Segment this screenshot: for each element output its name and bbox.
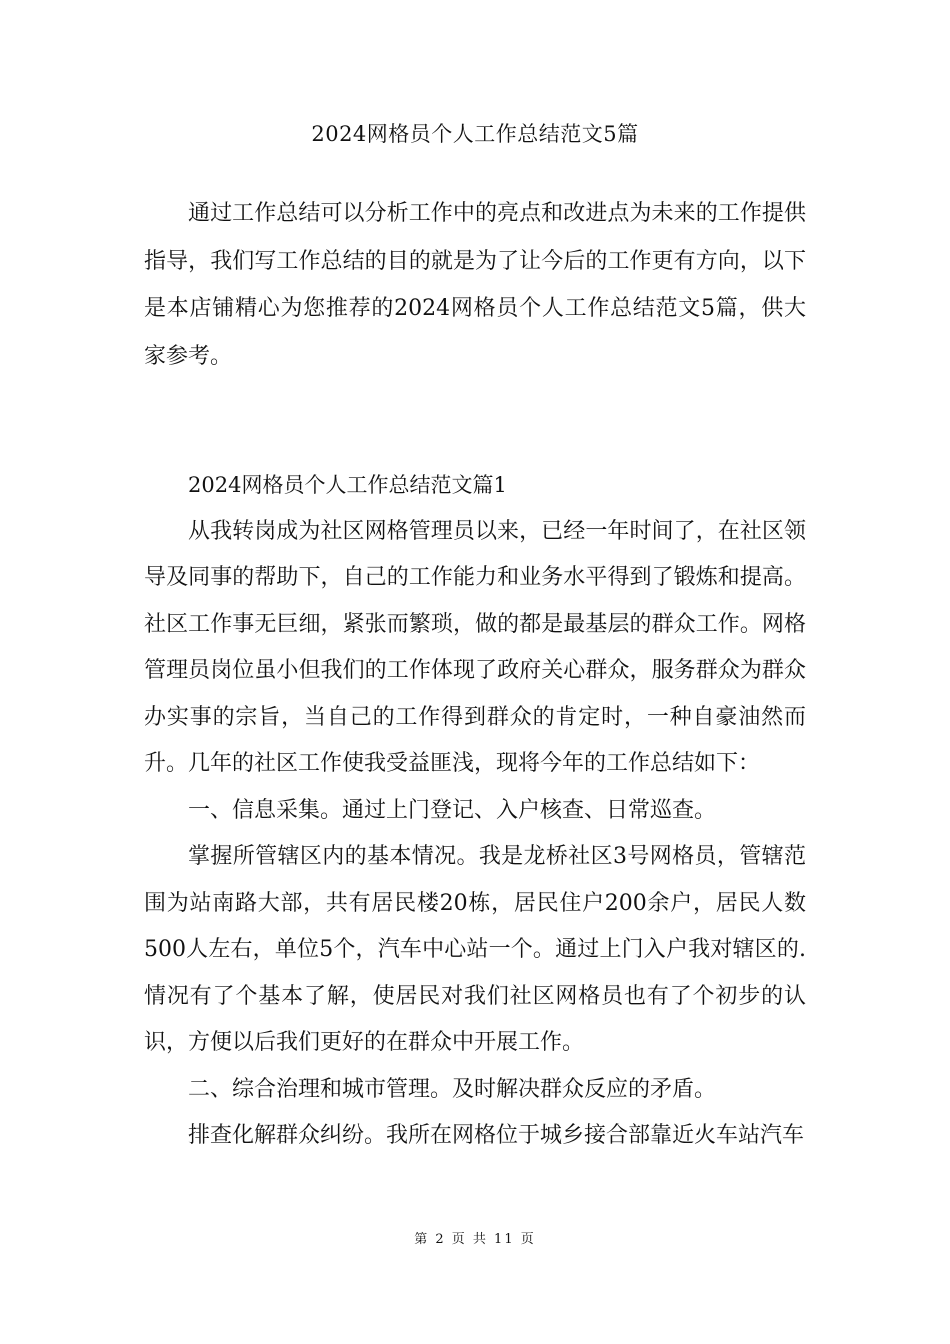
- body-paragraph: 掌握所管辖区内的基本情况。我是龙桥社区3号网格员，管辖范围为站南路大部，共有居民楼20栋，居民住户200余户，居民人数500人左右，单位5个，汽车中心站一个。通过上门入户我对辖区的.情况有了个基本了解，使居民对我们社区网格员也有了个初步的认识，方便以后我们更好的在群众中开展工作。: [144, 844, 806, 1055]
- section-heading: 2024网格员个人工作总结范文篇1: [188, 473, 507, 497]
- intro-paragraph: 通过工作总结可以分析工作中的亮点和改进点为未来的工作提供指导，我们写工作总结的目的就是为了让今后的工作更有方向，以下是本店铺精心为您推荐的2024网格员个人工作总结范文5篇，供大家参考。: [144, 201, 806, 369]
- article-body: [144, 462, 806, 1160]
- body-paragraph: 排查化解群众纠纷。我所在网格位于城乡接合部靠近火车站汽车: [188, 1123, 805, 1148]
- body-paragraph: 从我转岗成为社区网格管理员以来，已经一年时间了，在社区领导及同事的帮助下，自己的工作能力和业务水平得到了锻炼和提高。社区工作事无巨细，紧张而繁琐，做的都是最基层的群众工作。网格管理员岗位虽小但我们的工作体现了政府关心群众，服务群众为群众办实事的宗旨，当自己的工作得到群众的肯定时，一种自豪油然而升。几年的社区工作使我受益匪浅，现将今年的工作总结如下：: [144, 518, 806, 776]
- document-title: 2024网格员个人工作总结范文5篇: [311, 122, 639, 146]
- body-paragraph: 二、综合治理和城市管理。及时解决群众反应的矛盾。: [188, 1076, 717, 1102]
- body-paragraph: 一、信息采集。通过上门登记、入户核查、日常巡查。: [188, 797, 717, 823]
- page-footer: 第 2 页 共 11 页: [414, 1232, 536, 1247]
